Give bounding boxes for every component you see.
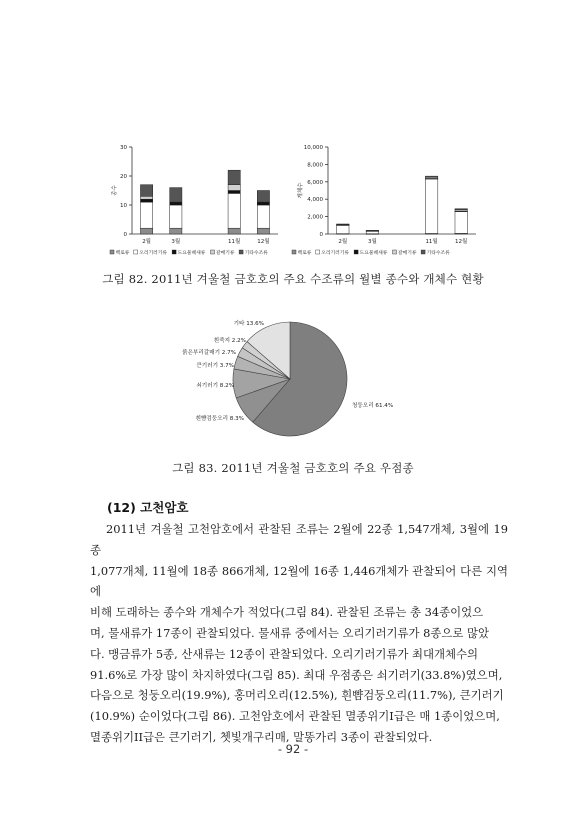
paragraph-line: 1,077개체, 11월에 18종 866개체, 12월에 16종 1,446개체가 관찰되어 다른 지역에 (90, 563, 508, 599)
individual-count-chart (290, 138, 480, 263)
pie-slice-label: 기타 13.6% (233, 321, 264, 327)
paragraph-line: 며, 물새류가 17종이 관찰되었다. 물새류 중에서는 오리기러기류가 8종으로 많았 (90, 625, 490, 640)
paragraph-line: 다. 맹금류가 5종, 산새류는 12종이 관찰되었다. 오리기러기류가 최대개체수의 (90, 646, 479, 661)
legend-swatch (110, 250, 114, 254)
legend-swatch (292, 250, 296, 254)
bar-segment (228, 228, 240, 234)
pie-slice-label: 큰기러기 3.7% (196, 363, 234, 369)
bar-segment (170, 205, 182, 228)
dominant-species-pie-chart (140, 312, 450, 442)
bar-segment (455, 209, 467, 210)
section-heading: (12) 고천암호 (107, 500, 189, 515)
legend-label: 갈매기류 (216, 251, 235, 256)
pie-slice-label: 흰죽지 2.2% (213, 338, 246, 344)
legend-label: 오리기러기류 (139, 251, 168, 256)
legend-swatch (354, 250, 358, 254)
paragraph-line: 비해 도래하는 종수와 개체수가 적었다(그림 84). 관찰된 조류는 총 34종이었으 (90, 605, 484, 620)
bar-segment (228, 193, 240, 228)
legend-label: 갈매기류 (398, 251, 417, 256)
x-tick-label: 2월 (142, 239, 152, 245)
bar-segment (337, 224, 349, 225)
paragraph-line: 멸종위기II급은 큰기러기, 쳇빛개구리매, 말똥가리 3종이 관찰되었다. (90, 729, 433, 744)
paragraph-line: 91.6%로 가장 많이 차지하였다(그림 85). 최대 우점종은 쇠기러기(33.8%)였으며, (90, 667, 503, 682)
legend-swatch (421, 250, 425, 254)
page-number: - 92 - (277, 742, 309, 756)
bar-segment (337, 225, 349, 234)
pie-slice-label: 흰뺨검둥오리 8.3% (195, 416, 244, 422)
bar-segment (366, 230, 378, 231)
bar-segment (257, 202, 269, 205)
bar-segment (140, 196, 152, 199)
pie-slice-label: 붉은부리갈매기 2.7% (182, 350, 236, 356)
bar-segment (140, 228, 152, 234)
legend-swatch (172, 250, 176, 254)
legend-swatch (134, 250, 138, 254)
figure-83-caption: 그림 83. 2011년 겨울철 금호호의 주요 우점종 (172, 461, 414, 475)
y-tick-label: 8,000 (307, 162, 323, 169)
legend-label: 백로류 (297, 251, 312, 256)
y-tick-label: 20 (120, 174, 127, 180)
x-tick-label: 12월 (257, 239, 270, 245)
paragraph-line: 다음으로 청둥오리(19.9%), 홍머리오리(12.5%), 흰뺨검둥오리(11.7%), 큰기러기 (90, 688, 504, 703)
bar-segment (170, 202, 182, 205)
x-tick-label: 12월 (455, 239, 468, 245)
bar-segment (140, 199, 152, 202)
y-axis-label: 종수 (112, 185, 118, 196)
bar-segment (257, 205, 269, 228)
bar-segment (170, 188, 182, 203)
y-tick-label: 0 (319, 232, 323, 238)
paragraph-line: 2011년 겨울철 고천암호에서 관찰된 조류는 2월에 22종 1,547개체, 3월에 19종 (90, 522, 508, 557)
bar-segment (228, 191, 240, 194)
section-paragraph (90, 519, 508, 748)
x-tick-label: 11월 (228, 239, 241, 245)
legend-swatch (239, 250, 243, 254)
pie-slice-label: 쇠기러기 8.2% (196, 383, 234, 389)
bar-segment (140, 185, 152, 197)
x-tick-label: 2월 (338, 239, 348, 245)
y-tick-label: 30 (120, 145, 127, 151)
bar-segment (425, 176, 437, 177)
bar-segment (228, 170, 240, 185)
x-tick-label: 3월 (367, 239, 377, 245)
bar-segment (228, 185, 240, 191)
legend-label: 기타수조류 (426, 251, 450, 256)
legend-swatch (211, 250, 215, 254)
bar-segment (170, 228, 182, 234)
legend-label: 도요물떼새류 (359, 251, 388, 256)
figure-82-caption: 그림 82. 2011년 겨울철 금호호의 주요 수조류의 월별 종수와 개체수 현황 (102, 272, 484, 286)
x-tick-label: 3월 (171, 239, 181, 245)
y-tick-label: 0 (123, 232, 127, 238)
y-tick-label: 10,000 (303, 145, 323, 151)
legend-label: 도요물떼새류 (177, 251, 206, 256)
legend-label: 오리기러기류 (321, 251, 350, 256)
bar-segment (257, 228, 269, 234)
bar-segment (455, 211, 467, 233)
legend-label: 백로류 (115, 251, 130, 256)
legend-swatch (393, 250, 397, 254)
y-tick-label: 10 (120, 203, 127, 209)
y-tick-label: 2,000 (307, 214, 323, 221)
y-tick-label: 4,000 (307, 197, 323, 204)
legend-label: 기타수조류 (244, 251, 268, 256)
paragraph-line: (10.9%) 순이었다(그림 86). 고천암호에서 관찰된 멸종위기I급은 매 1종이었으며, (90, 709, 500, 724)
bar-segment (140, 202, 152, 228)
y-tick-label: 6,000 (307, 179, 323, 186)
species-count-chart (108, 138, 288, 263)
bar-segment (257, 191, 269, 203)
bar-segment (425, 179, 437, 234)
x-tick-label: 11월 (425, 239, 438, 245)
y-axis-label: 개체수 (298, 182, 304, 199)
pie-slice-label: 청둥오리 61.4% (352, 403, 394, 409)
legend-swatch (316, 250, 320, 254)
